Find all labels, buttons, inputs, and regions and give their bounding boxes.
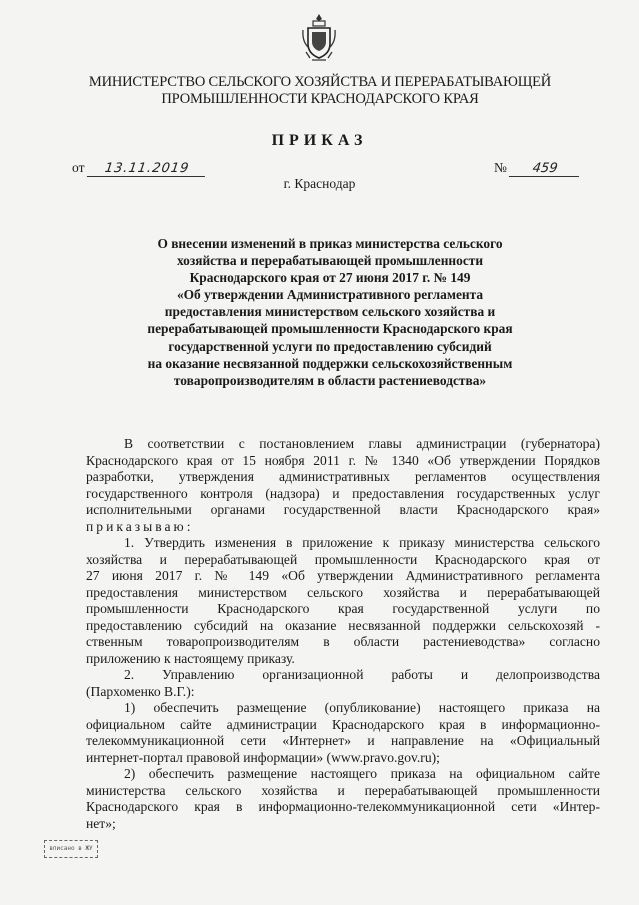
number-value: 459	[509, 161, 581, 177]
subject-line: перерабатывающей промышленности Краснодарского края	[147, 321, 513, 337]
body-line: предоставлению субсидий на оказание несвязанной поддержки сельскохозяй -	[86, 617, 600, 633]
body-line: промышленности Краснодарского края государственной услуги по	[86, 601, 600, 616]
body-line: приложению к настоящему приказу.	[86, 650, 295, 666]
body-line: приказываю:	[86, 518, 194, 534]
body-line: телекоммуникационной сети «Интернет» и направление на «Официальный	[86, 733, 600, 748]
body-line: (Пархоменко В.Г.):	[86, 683, 195, 699]
ministry-name	[40, 74, 600, 108]
ministry-line-2: ПРОМЫШЛЕННОСТИ КРАСНОДАРСКОГО КРАЯ	[161, 91, 479, 107]
body-line: 1. Утвердить изменения в приложение к приказу министерства сельского	[124, 535, 600, 550]
subject-line: Краснодарского края от 27 июня 2017 г. № 149	[189, 270, 471, 286]
body-line: 1) обеспечить размещение (опубликование) настоящего приказа на	[124, 700, 600, 715]
order-subject	[130, 235, 530, 389]
body-line: исполнительными органами государственной власти Краснодарского края»	[86, 502, 600, 517]
subject-line: предоставления министерством сельского хозяйства и	[164, 304, 496, 320]
body-line: 2. Управлению организационной работы и делопроизводства	[124, 667, 600, 682]
coat-of-arms-icon	[302, 12, 336, 64]
order-body	[86, 436, 600, 832]
body-line: нет»;	[86, 815, 116, 831]
body-line: хозяйства и перерабатывающей промышленности Краснодарского края от	[86, 551, 600, 567]
body-line: предоставления министерством сельского хозяйства и перерабатывающей	[86, 584, 600, 600]
number-row	[494, 160, 580, 177]
subject-line: товаропроизводителям в области растениеводства»	[173, 372, 487, 388]
body-line: официальном сайте администрации Краснодарского края в информационно-	[86, 716, 600, 732]
ministry-line-1: МИНИСТЕРСТВО СЕЛЬСКОГО ХОЗЯЙСТВА И ПЕРЕРАБАТЫВАЮЩЕЙ	[88, 74, 552, 90]
date-value: 13.11.2019	[87, 161, 207, 177]
body-line: Краснодарского края в информационно-телекоммуникационной сети «Интер-	[86, 799, 600, 814]
subject-line: «Об утверждении Административного регламента	[176, 287, 484, 303]
date-row	[72, 160, 206, 177]
doc-type-title: ПРИКАЗ	[271, 132, 368, 149]
body-line: В соответствии с постановлением главы администрации (губернатора)	[124, 436, 600, 451]
date-prefix: от	[72, 160, 85, 175]
subject-line: О внесении изменений в приказ министерства сельского	[157, 236, 503, 251]
city: г. Краснодар	[283, 176, 356, 191]
body-line: 27 июня 2017 г. № 149 «Об утверждении Административного регламента	[86, 568, 600, 583]
body-line: Краснодарского края от 15 ноября 2011 г. № 1340 «Об утверждении Порядков	[86, 452, 600, 468]
registration-stamp: вписано в ЖУ	[44, 840, 98, 858]
subject-line: хозяйства и перерабатывающей промышленности	[176, 253, 484, 269]
body-line: 2) обеспечить размещение настоящего приказа на официальном сайте	[124, 766, 600, 781]
subject-line: государственной услуги по предоставлению субсидий	[168, 338, 492, 354]
body-line: государственного контроля (надзора) и предоставления государственных услуг	[86, 485, 600, 501]
number-prefix: №	[494, 160, 507, 175]
body-line: министерства сельского хозяйства и перерабатывающей промышленности	[86, 782, 600, 798]
body-line: ственным товаропроизводителям в области растениеводства» согласно	[86, 634, 600, 649]
body-line: интернет-портал правовой информации» (www.pravo.gov.ru);	[86, 749, 440, 765]
body-line: разработки, утверждения административных регламентов осуществления	[86, 469, 600, 484]
subject-line: на оказание несвязанной поддержки сельскохозяйственным	[147, 355, 513, 371]
